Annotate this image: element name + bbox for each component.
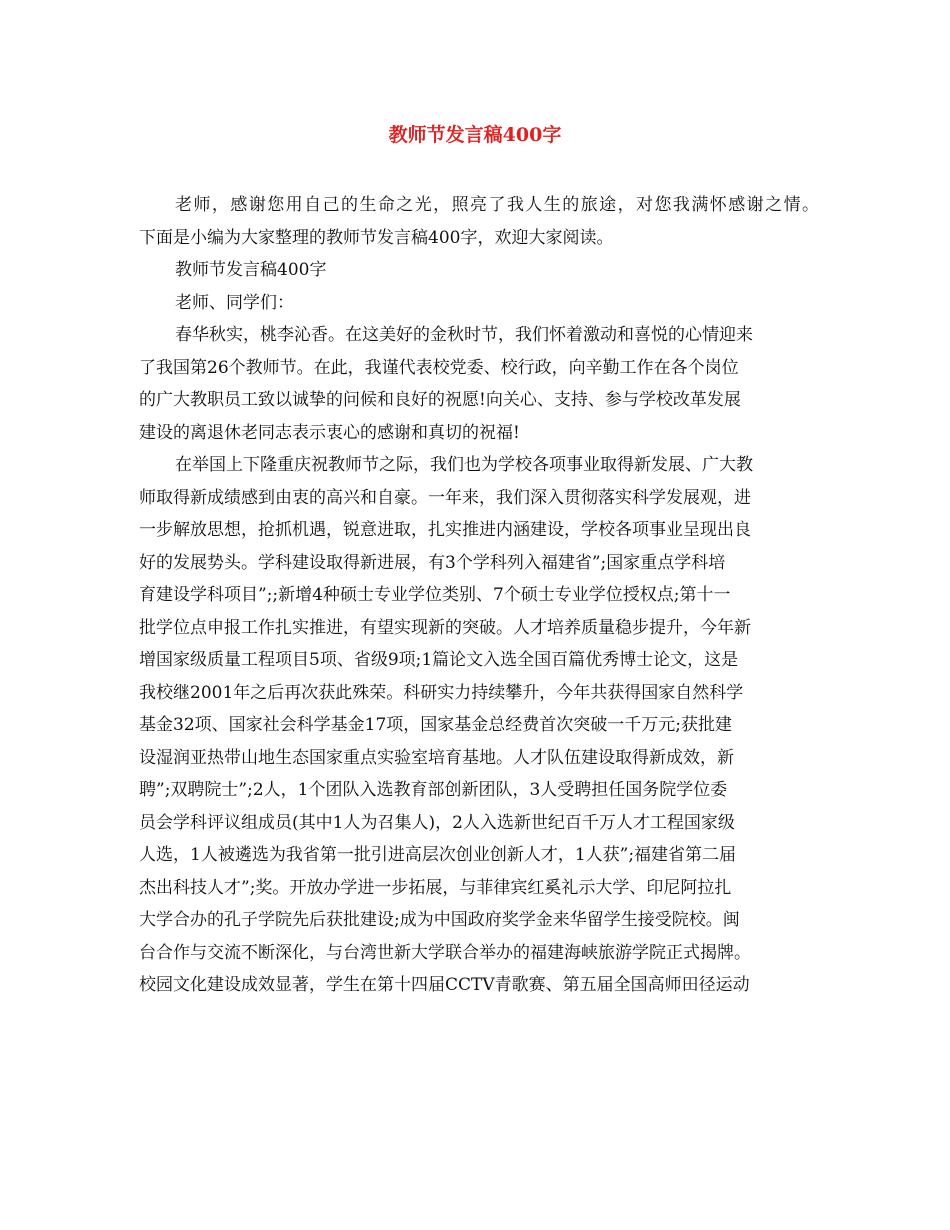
text-line: 设湿润亚热带山地生态国家重点实验室培育基地。人才队伍建设取得新成效，新 [139,747,734,768]
text-line: 了我国第26个教师节。在此，我谨代表校党委、校行政，向辛勤工作在各个岗位 [139,357,739,378]
text-line: 的广大教职员工致以诚挚的问候和良好的祝愿!向关心、支持、参与学校改革发展 [139,390,741,410]
text-line: 春华秋实，桃李沁香。在这美好的金秋时节，我们怀着激动和喜悦的心情迎来 [175,325,753,345]
text-line: 增国家级质量工程项目5项、省级9项;1篇论文入选全国百篇优秀博士论文，这是 [139,650,739,670]
text-line: 基金32项、国家社会科学基金17项，国家基金总经费首次突破一千万元;获批建 [139,715,732,735]
text-line: 老师，感谢您用自己的生命之光，照亮了我人生的旅途，对您我满怀感谢之情。 [175,195,821,215]
text-line: 人选，1人被遴选为我省第一批引进高层次创业创新人才，1人获”;福建省第二届 [139,845,737,865]
text-line: 杰出科技人才”;奖。开放办学进一步拓展，与菲律宾红奚礼示大学、印尼阿拉扎 [139,877,732,898]
text-line: 大学合办的孔子学院先后获批建设;成为中国政府奖学金来华留学生接受院校。闽 [139,910,740,930]
text-line: 一步解放思想，抢抓机遇，锐意进取，扎实推进内涵建设，学校各项事业呈现出良 [139,520,751,540]
text-line: 员会学科评议组成员(其中1人为召集人)，2人入选新世纪百千万人才工程国家级 [139,812,735,833]
text-line: 在举国上下隆重庆祝教师节之际，我们也为学校各项事业取得新发展、广大教 [175,455,753,475]
text-line: 下面是小编为大家整理的教师节发言稿400字，欢迎大家阅读。 [139,227,614,248]
text-line: 老师、同学们： [175,292,294,313]
document-body [139,189,819,1002]
text-line: 我校继2001年之后再次获此殊荣。科研实力持续攀升，今年共获得国家自然科学 [139,682,744,703]
text-line: 好的发展势头。学科建设取得新进展，有3个学科列入福建省”;国家重点学科培 [139,552,726,573]
document-title: 教师节发言稿400字 [388,124,562,146]
text-line: 建设的离退休老同志表示衷心的感谢和真切的祝福! [139,422,520,443]
text-line: 校园文化建设成效显著，学生在第十四届CCTV青歌赛、第五届全国高师田径运动 [139,975,750,995]
text-line: 聘”;双聘院士”;2人，1个团队入选教育部创新团队，3人受聘担任国务院学位委 [139,780,728,800]
text-line: 批学位点申报工作扎实推进，有望实现新的突破。人才培养质量稳步提升，今年新 [139,617,751,638]
text-line: 育建设学科项目”;;新增4种硕士专业学位类别、7个硕士专业学位授权点;第十一 [139,585,731,605]
text-line: 教师节发言稿400字 [175,260,327,280]
text-line: 师取得新成绩感到由衷的高兴和自豪。一年来，我们深入贯彻落实科学发展观，进 [139,487,751,508]
text-line: 台合作与交流不断深化，与台湾世新大学联合举办的福建海峡旅游学院正式揭牌。 [139,942,751,963]
